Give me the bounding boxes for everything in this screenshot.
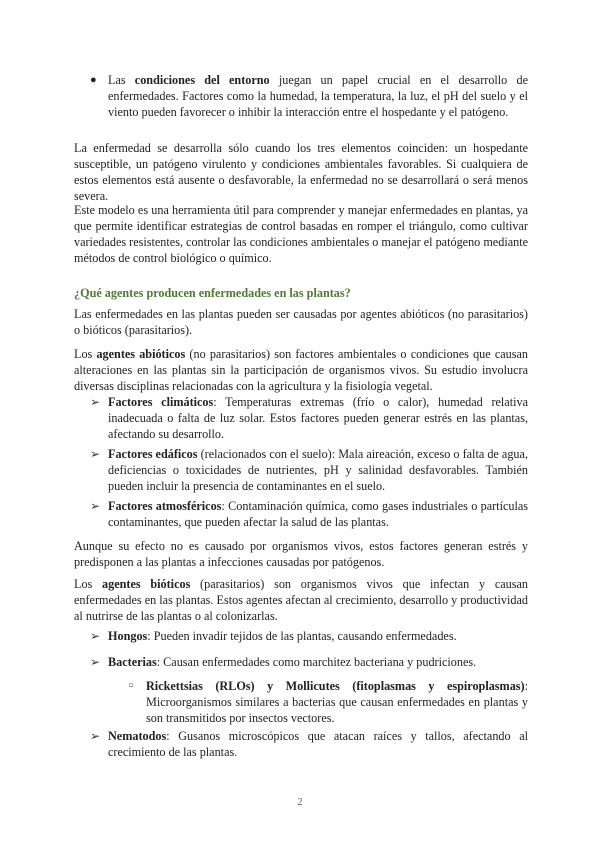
list-item-edaficos: Factores edáficos (relacionados con el suelo): Mala aireación, exceso o falta de agua, deficiencias o toxicidades de nutrientes, pH y salinidad desfavorables. También pueden incluir la presencia de contaminantes en el suelo. <box>108 447 528 493</box>
page-number: 2 <box>297 797 303 808</box>
arrow-bullet-icon: ➢ <box>90 629 101 643</box>
arrow-bullet-icon: ➢ <box>90 729 101 743</box>
list-item-nematodos: Nematodos: Gusanos microscópicos que atacan raíces y tallos, afectando al crecimiento de las plantas. <box>108 729 528 759</box>
list-item-bacterias: Bacterias: Causan enfermedades como marchitez bacteriana y pudriciones. <box>108 655 477 669</box>
arrow-bullet-icon: ➢ <box>90 499 101 513</box>
paragraph-desarrollo: La enfermedad se desarrolla sólo cuando los tres elementos coinciden: un hospedante susceptible, un patógeno virulento y condiciones ambientales favorables. Si cualquiera de estos elementos está ausente o desfavorable, la enfermedad no se desarrollará o será menos severa. <box>74 141 528 203</box>
arrow-bullet-icon: ➢ <box>90 655 101 669</box>
circle-bullet-icon: ○ <box>128 680 135 691</box>
arrow-bullet-icon: ➢ <box>90 395 101 409</box>
arrow-bullet-icon: ➢ <box>90 447 101 461</box>
paragraph-agentes: Las enfermedades en las plantas pueden ser causadas por agentes abióticos (no parasitarios) o bióticos (parasitarios). <box>74 307 528 337</box>
bullet-dot-icon: ● <box>90 74 97 86</box>
list-item-hongos: Hongos: Pueden invadir tejidos de las plantas, causando enfermedades. <box>108 629 457 643</box>
paragraph-modelo: Este modelo es una herramienta útil para comprender y manejar enfermedades en plantas, ya que permite identificar estrategias de control basadas en romper el triángulo, como cultivar variedades resistentes, controlar las condiciones ambientales o manejar el patógeno mediante métodos de control biológico o químico. <box>74 203 528 265</box>
list-item-atmosfericos: Factores atmosféricos: Contaminación química, como gases industriales o partículas contaminantes, que pueden afectar la salud de las plantas. <box>108 499 528 529</box>
sublist-item-rickettsias: Rickettsias (RLOs) y Mollicutes (fitoplasmas y espiroplasmas): Microorganismos similares a bacterias que causan enfermedades en plantas y son transmitidos por insectos vectores. <box>146 679 528 725</box>
paragraph-estres: Aunque su efecto no es causado por organismos vivos, estos factores generan estrés y predisponen a las plantas a infecciones causadas por patógenos. <box>74 539 528 569</box>
paragraph-abioticos: Los agentes abióticos (no parasitarios) son factores ambientales o condiciones que causan alteraciones en las plantas sin la participación de organismos vivos. Su estudio involucra diversas disciplinas relacionadas con la agricultura y la fisiología vegetal. <box>74 347 528 393</box>
paragraph-bioticos: Los agentes bióticos (parasitarios) son organismos vivos que infectan y causan enfermedades en las plantas. Estos agentes afectan al crecimiento, desarrollo y productividad al nutrirse de las plantas o al colonizarlas. <box>74 577 528 623</box>
entorno-bullet: Las condiciones del entorno juegan un papel crucial en el desarrollo de enfermedades. Factores como la humedad, la temperatura, la luz, el pH del suelo y el viento pueden favorecer o inhibir la interacción entre el hospedante y el patógeno. <box>108 73 528 119</box>
list-item-climaticos: Factores climáticos: Temperaturas extremas (frío o calor), humedad relativa inadecuada o falta de luz solar. Estos factores pueden generar estrés en las plantas, afectando su desarrollo. <box>108 395 528 441</box>
section-heading: ¿Qué agentes producen enfermedades en las plantas? <box>74 286 351 300</box>
